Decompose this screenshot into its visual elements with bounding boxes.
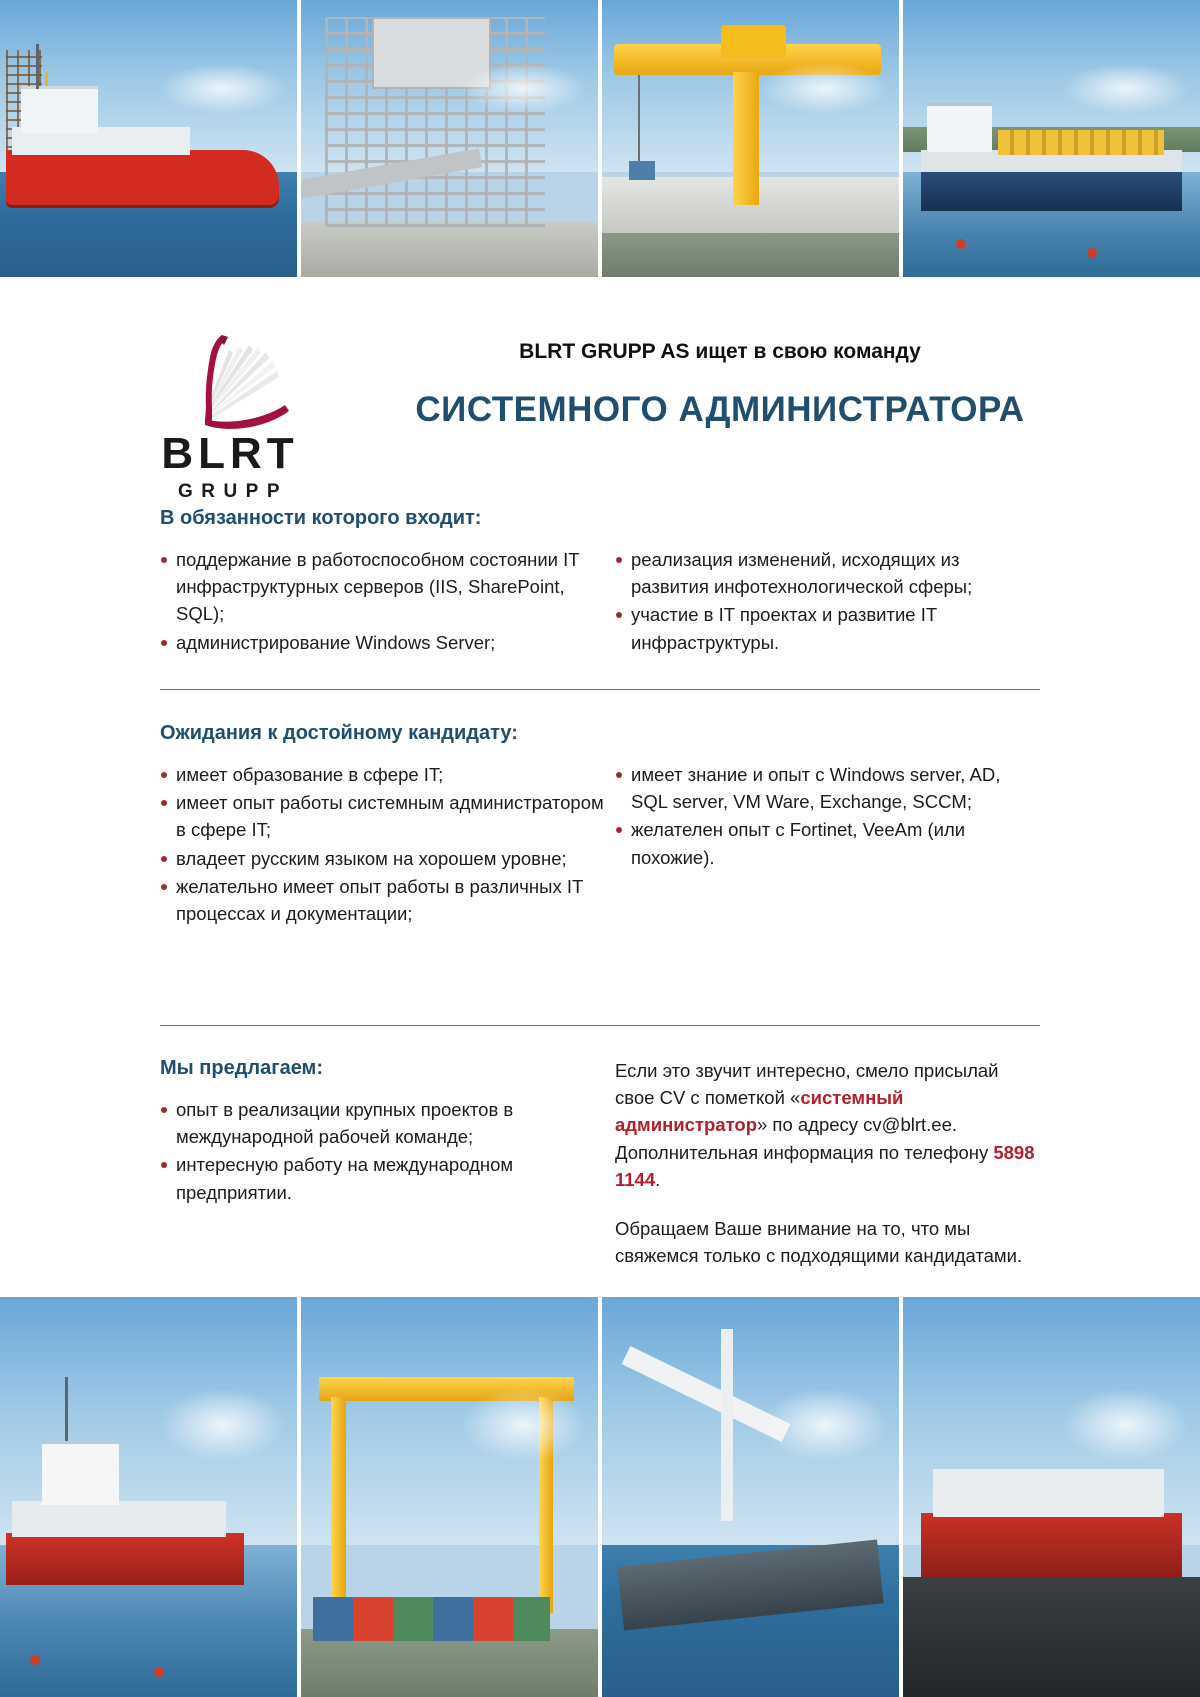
list-item: опыт в реализации крупных проектов в международной рабочей команде; xyxy=(160,1096,615,1150)
crane-cable xyxy=(638,75,640,169)
list-item: желателен опыт с Fortinet, VeeAm (или похожие). xyxy=(615,816,1040,870)
photo-red-ship-in-dry-dock xyxy=(903,1297,1200,1697)
blrt-swan-sail-icon xyxy=(165,325,295,430)
gantry-leg xyxy=(331,1397,346,1613)
wheelhouse xyxy=(42,1441,119,1505)
photo-red-white-dredger-vessel xyxy=(0,1297,297,1697)
section-heading: В обязанности которого входит: xyxy=(160,507,482,529)
section-heading: Ожидания к достойному кандидату: xyxy=(160,722,518,744)
buoy xyxy=(30,1655,40,1665)
mast xyxy=(65,1377,68,1441)
top-photo-strip xyxy=(0,0,1200,277)
poster-header xyxy=(140,317,1060,502)
dredger-deck xyxy=(12,1501,226,1537)
photo-yellow-gantry-crane-over-containers xyxy=(301,1297,598,1697)
bullet-list-left xyxy=(160,761,615,927)
buoy xyxy=(1087,248,1097,258)
mast xyxy=(36,44,39,88)
red-hull xyxy=(6,150,279,205)
header-text-block xyxy=(390,339,1050,430)
two-column-list xyxy=(160,1057,1040,1269)
dry-dock-walls xyxy=(903,1577,1200,1697)
photo-yellow-gantry-crane xyxy=(602,0,899,277)
bullet-list-left xyxy=(160,546,615,656)
divider-1 xyxy=(160,689,1040,690)
ground xyxy=(602,230,899,277)
ground xyxy=(301,222,598,277)
bullet-list-left xyxy=(160,1096,615,1206)
contact-paragraph-2: Обращаем Ваше внимание на то, что мы свяжемся только с подходящими кандидатами. xyxy=(615,1217,1023,1267)
photo-white-floating-crane-with-bridge-section xyxy=(602,1297,899,1697)
application-keyword: системный администратор xyxy=(615,1087,904,1136)
gantry-top-beam xyxy=(319,1377,574,1401)
bullet-list-right xyxy=(615,761,1040,871)
dredger-hull xyxy=(6,1533,244,1585)
column-left xyxy=(160,1057,615,1269)
two-column-list xyxy=(160,761,1040,928)
column-left xyxy=(160,546,615,657)
wheelhouse xyxy=(927,103,992,153)
ship-superstructure xyxy=(933,1469,1165,1517)
job-title: СИСТЕМНОГО АДМИНИСТРАТОРА xyxy=(415,390,1025,430)
contact-block xyxy=(615,1057,1040,1269)
column-right xyxy=(615,546,1040,657)
crane-mast xyxy=(721,1329,733,1521)
photo-grey-steel-scaffold-structure xyxy=(301,0,598,277)
list-item: имеет образование в сфере IT; xyxy=(160,761,615,788)
blrt-grupp-logo xyxy=(150,325,310,502)
superstructure xyxy=(21,86,98,133)
contact-text-lead: Если это звучит интересно, смело присылай свое CV с пометкой « xyxy=(615,1060,999,1109)
ship-hull xyxy=(921,1513,1182,1577)
photo-red-offshore-supply-vessel xyxy=(0,0,297,277)
list-item: имеет опыт работы системным администратором в сфере IT; xyxy=(160,789,615,843)
section-offer-and-contact xyxy=(160,1057,1040,1269)
contact-text-email: » по адресу cv@blrt.ee. Дополнительная информация по телефону xyxy=(615,1114,994,1163)
list-item: имеет знание и опыт с Windows server, AD, SQL server, VM Ware, Exchange, SCCM; xyxy=(615,761,1040,815)
list-item: администрирование Windows Server; xyxy=(160,629,615,656)
column-left xyxy=(160,761,615,928)
list-item: владеет русским языком на хорошем уровне; xyxy=(160,845,615,872)
gantry-leg xyxy=(539,1397,554,1613)
section-expectations xyxy=(160,722,1040,928)
contact-phone: 5898 1144 xyxy=(615,1141,1035,1190)
divider-2 xyxy=(160,1025,1040,1026)
list-item: интересную работу на международном предприятии. xyxy=(160,1151,615,1205)
list-item: участие в IT проектах и развитие IT инфраструктуры. xyxy=(615,601,1040,655)
poster-content xyxy=(0,277,1200,1297)
contact-text-end: . xyxy=(655,1168,661,1190)
section-heading: Мы предлагаем: xyxy=(160,1057,324,1079)
list-item: желательно имеет опыт работы в различных IT процессах и документации; xyxy=(160,873,615,927)
bottom-photo-strip xyxy=(0,1297,1200,1697)
sky xyxy=(301,1297,598,1545)
equipment-housing xyxy=(372,17,491,89)
column-right xyxy=(615,761,1040,928)
barge-hull xyxy=(921,169,1182,211)
logo-wordmark: BLRT xyxy=(161,429,299,478)
logo-subword: GRUPP xyxy=(177,481,289,502)
photo-blue-white-barge xyxy=(903,0,1200,277)
bullet-list-right xyxy=(615,546,1040,656)
list-item: реализация изменений, исходящих из развития инфотехнологической сферы; xyxy=(615,546,1040,600)
company-tagline: BLRT GRUPP AS ищет в свою команду xyxy=(519,340,921,363)
crane-machinery-house xyxy=(721,25,786,58)
deck-equipment xyxy=(998,130,1164,155)
shipping-containers xyxy=(313,1597,551,1641)
swan-sail-svg xyxy=(165,325,295,430)
section-responsibilities xyxy=(160,507,1040,657)
crane-load xyxy=(629,161,656,180)
contact-paragraph-1 xyxy=(615,1057,1040,1193)
two-column-list xyxy=(160,546,1040,657)
list-item: поддержание в работоспособном состоянии IT инфраструктурных серверов (IIS, SharePoint, SQL); xyxy=(160,546,615,628)
crane-leg xyxy=(733,72,760,205)
